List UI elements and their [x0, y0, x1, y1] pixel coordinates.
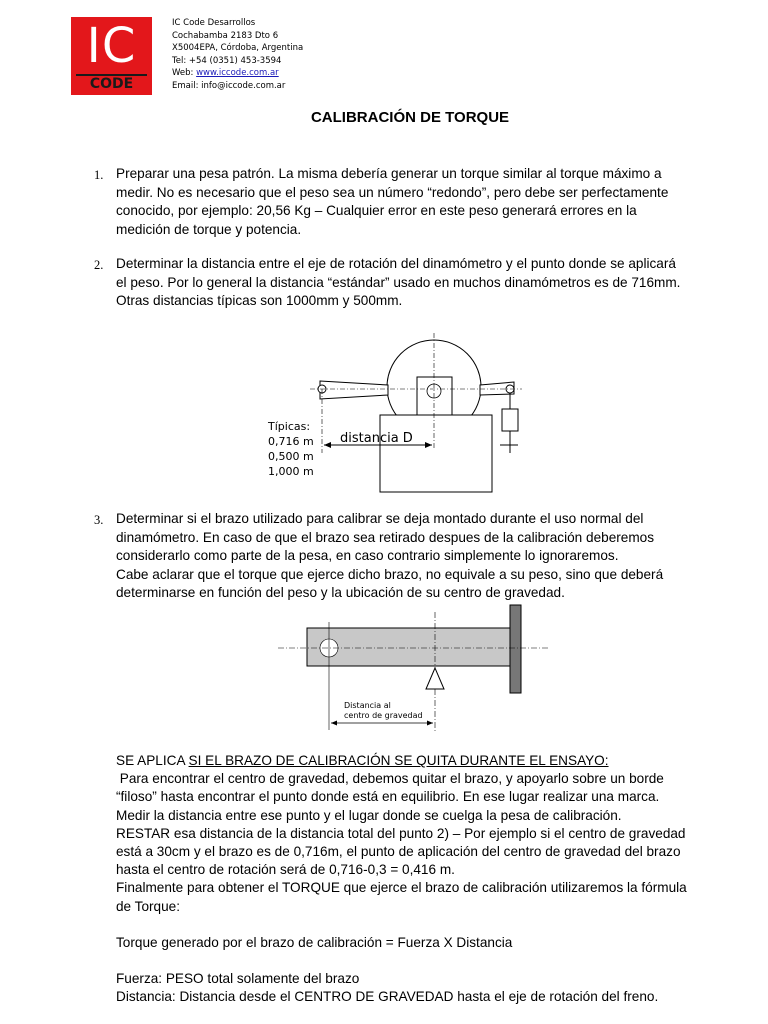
item-2-line: Otras distancias típicas son 1000mm y 500mm. — [116, 293, 403, 309]
item-3-line: Cabe aclarar que el torque que ejerce dicho brazo, no equivale a su peso, sino que deberá — [116, 566, 664, 582]
company-email: Email: info@iccode.com.ar — [172, 80, 286, 91]
section-line: “filoso” hasta encontrar el punto donde está en equilibrio. En ese lugar realizar una marca. — [116, 789, 660, 805]
item-3-line: Determinar si el brazo utilizado para calibrar se deja montado durante el uso normal del — [116, 511, 644, 526]
logo-text-code: CODE — [76, 74, 147, 93]
item-3-number: 3. — [94, 513, 104, 527]
distance-value: 0,716 m — [268, 435, 314, 448]
section-prefix: SE APLICA — [116, 753, 189, 768]
item-1-line: conocido, por ejemplo: 20,56 Kg – Cualquier error en este peso generará errores en la — [116, 203, 637, 219]
item-3-line: dinamómetro. En caso de que el brazo sea retirado despues de la calibración deberemos — [116, 529, 655, 545]
item-1-line: medir. No es necesario que el peso sea un número “redondo”, pero debe ser perfectamente — [116, 184, 669, 200]
company-web — [172, 67, 303, 80]
item-3-text — [116, 510, 756, 603]
company-name: IC Code Desarrollos — [172, 18, 256, 28]
distance-value: 1,000 m — [268, 465, 314, 478]
calibration-arm-diagram — [270, 602, 560, 737]
distance-d-label: distancia D — [340, 431, 413, 446]
section-line: de Torque: — [116, 898, 180, 914]
section-line: Medir la distancia entre ese punto y el lugar donde se cuelga la pesa de calibración. — [116, 807, 622, 823]
torque-formula: Torque generado por el brazo de calibración = Fuerza X Distancia — [116, 934, 513, 950]
company-logo — [71, 17, 152, 95]
section-heading — [116, 752, 756, 770]
item-2-line: el peso. Por lo general la distancia “estándar” usado en muchos dinamómetros es de 716mm. — [116, 274, 681, 290]
web-link[interactable]: www.iccode.com.ar — [196, 68, 279, 79]
cg-distance-label: Distancia al — [344, 701, 391, 710]
page-title: CALIBRACIÓN DE TORQUE — [310, 109, 510, 126]
company-phone: Tel: +54 (0351) 453-3594 — [172, 55, 282, 66]
logo-text-ic: IC — [86, 18, 137, 74]
item-1-line: Preparar una pesa patrón. La misma debería generar un torque similar al torque máximo a — [116, 166, 662, 181]
company-info — [172, 17, 303, 93]
item-3-line: determinarse en función del peso y la ubicación de su centro de gravedad. — [116, 585, 565, 601]
web-prefix: Web: — [172, 68, 197, 79]
section-line: Finalmente para obtener el TORQUE que ejerce el brazo de calibración utilizaremos la fórmula — [116, 880, 687, 896]
item-1-number: 1. — [94, 168, 104, 182]
company-city: X5004EPA, Córdoba, Argentina — [172, 43, 304, 54]
company-address: Cochabamba 2183 Dto 6 — [172, 30, 279, 41]
distance-value: 0,500 m — [268, 450, 314, 463]
section-line: RESTAR esa distancia de la distancia total del punto 2) – Por ejemplo si el centro de gravedad — [116, 825, 686, 841]
section-line: Para encontrar el centro de gravedad, debemos quitar el brazo, y apoyarlo sobre un borde — [116, 771, 664, 787]
item-1-line: medición de torque y potencia. — [116, 221, 302, 237]
fuerza-definition: Fuerza: PESO total solamente del brazo — [116, 971, 360, 987]
section-line: está a 30cm y el brazo es de 0,716m, el punto de aplicación del centro de gravedad del brazo — [116, 844, 681, 860]
tipicas-label: Típicas: — [268, 420, 311, 433]
item-2-line: Determinar la distancia entre el eje de rotación del dinamómetro y el punto donde se aplicará — [116, 256, 676, 271]
section-line: hasta el centro de rotación será de 0,716-0,3 = 0,416 m. — [116, 862, 455, 878]
spacer — [116, 952, 756, 970]
cg-distance-label: centro de gravedad — [344, 711, 423, 720]
section-underlined: SI EL BRAZO DE CALIBRACIÓN SE QUITA DURANTE EL ENSAYO: — [188, 753, 609, 768]
distancia-definition: Distancia: Distancia desde el CENTRO DE GRAVEDAD hasta el eje de rotación del freno. — [116, 989, 659, 1005]
item-1-text — [116, 165, 756, 239]
spacer — [116, 916, 756, 934]
item-2-text — [116, 255, 756, 311]
item-3-line: considerarlo como parte de la pesa, en caso contrario simplemente lo ignoraremos. — [116, 548, 619, 564]
section-text — [116, 752, 756, 1006]
item-2-number: 2. — [94, 258, 104, 272]
dynamometer-diagram — [260, 325, 530, 495]
